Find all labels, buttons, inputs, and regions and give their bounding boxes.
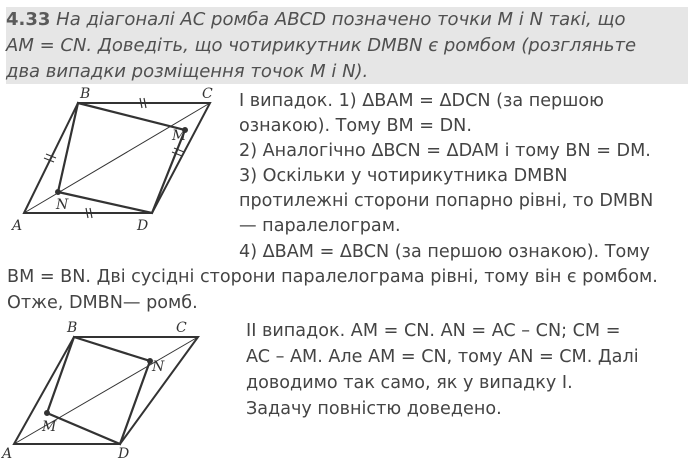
- label-a2: A: [2, 446, 13, 461]
- problem-line-2: AM = CN. Доведіть, що чотирикутник DMBN є ромбом (розгляньте: [6, 35, 637, 56]
- solution-line-4: 3) Оскільки у чотирикутника DMBN: [239, 166, 568, 186]
- solution-line-8: BM = BN. Дві сусідні сторони паралелограма рівні, тому він є ромбом.: [7, 267, 658, 287]
- problem-number: 4.33: [6, 9, 51, 30]
- problem-line-1: 4.33 На діагоналі AC ромба ABCD позначено точки M і N такі, що: [6, 9, 626, 30]
- rhombus-dmbn: [58, 103, 185, 213]
- label-m2: M: [42, 419, 57, 435]
- problem-line-3: два випадки розміщення точок M і N).: [6, 61, 369, 82]
- figure-1: [24, 98, 210, 218]
- solution-line-3: 2) Аналогічно ΔBCN = ΔDAM і тому BN = DM.: [239, 141, 651, 161]
- point-n: [56, 190, 61, 195]
- solution-line-5: протилежні сторони попарно рівні, то DMBN: [239, 191, 654, 211]
- label-c2: C: [176, 320, 187, 336]
- solution-line-13: Задачу повністю доведено.: [246, 399, 502, 419]
- label-n2: N: [152, 359, 165, 375]
- label-n1: N: [56, 197, 69, 213]
- label-d1: D: [137, 218, 149, 234]
- label-d2: D: [118, 446, 130, 461]
- solution-line-9: Отже, DMBN— ромб.: [7, 293, 198, 313]
- point-m-2: [45, 411, 50, 416]
- label-b2: B: [67, 320, 78, 336]
- solution-line-2: ознакою). Тому BM = DN.: [239, 116, 472, 136]
- label-b1: B: [80, 86, 91, 102]
- label-a1: A: [12, 218, 23, 234]
- label-m1: M: [172, 128, 187, 144]
- rhombus-dmbn-2: [47, 337, 150, 444]
- label-c1: C: [202, 86, 213, 102]
- solution-line-11: AC – AM. Але AM = CN, тому AN = CM. Далі: [246, 347, 639, 367]
- solution-line-10: ІІ випадок. AM = CN. AN = AC – CN; CM =: [246, 321, 621, 341]
- solution-line-1: І випадок. 1) ΔBAM = ΔDCN (за першою: [239, 91, 604, 111]
- solution-line-12: доводимо так само, як у випадку І.: [246, 373, 573, 393]
- solution-line-7: 4) ΔBAM = ΔBCN (за першою ознакою). Тому: [239, 242, 650, 262]
- solution-line-6: — паралелограм.: [239, 216, 401, 236]
